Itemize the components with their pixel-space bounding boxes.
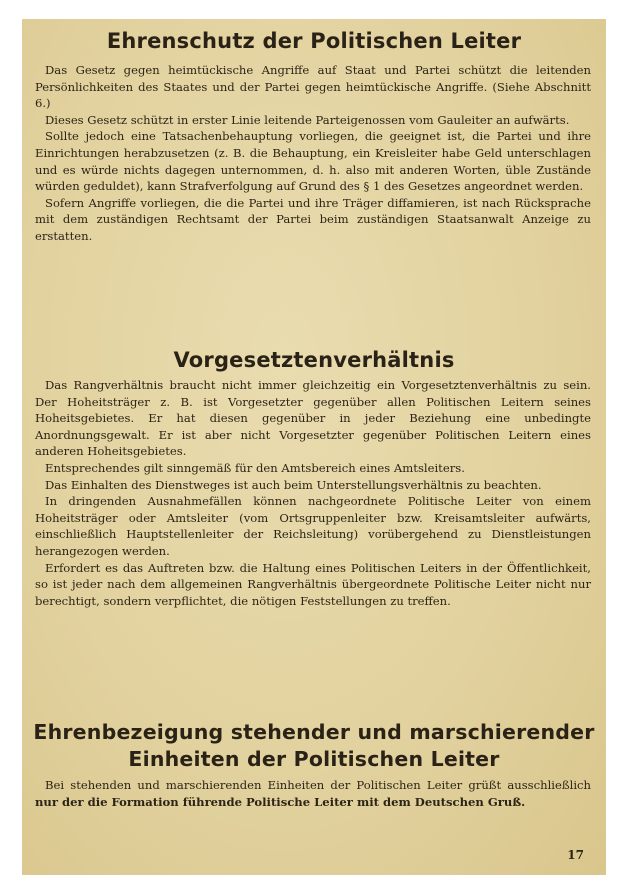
section-body-ehrenschutz [35, 62, 591, 245]
paragraph: Das Gesetz gegen heimtückische Angriffe auf Staat und Partei schützt die leitenden Persönlichkeiten des Staates und der Partei gegen heimtückische Angriffe. (Siehe Abschnitt 6.) [35, 63, 591, 111]
paragraph-bold-text: nur der die Formation führende Politische Leiter mit dem Deutschen Gruß. [35, 794, 526, 809]
page-number: 17 [567, 848, 584, 862]
paragraph-text: Bei stehenden und marschierenden Einheiten der Politischen Leiter grüßt ausschließlich [45, 778, 591, 792]
paragraph: Sofern Angriffe vorliegen, die die Partei und ihre Träger diffamieren, ist nach Rücksprache mit dem zuständigen Rechtsamt der Partei beim zuständigen Staatsanwalt Anzeige zu erstatten. [35, 195, 591, 243]
book-page [22, 19, 606, 875]
section-heading-vorgesetztenverhaeltnis: Vorgesetztenverhältnis [173, 348, 455, 372]
paragraph: Entsprechendes gilt sinngemäß für den Amtsbereich eines Amtsleiters. [45, 460, 465, 475]
paragraph: Dieses Gesetz schützt in erster Linie leitende Parteigenossen vom Gauleiter an aufwärts. [45, 112, 570, 127]
heading-line: Einheiten der Politischen Leiter [128, 747, 500, 771]
paragraph: Sollte jedoch eine Tatsachenbehauptung vorliegen, die geeignet ist, die Partei und ihre Einrichtungen herabzusetzen (z. B. die Behauptung, ein Kreisleiter habe Geld unterschlagen und es würde nichts dagegen unternommen, d. h. also mit anderen Worten, üble Zustände würden geduldet), kann Strafverfolgung auf Grund des § 1 des Gesetzes angeordnet werden. [35, 129, 591, 194]
heading-line: Ehrenbezeigung stehender und marschierender [33, 720, 595, 744]
paragraph: Erfordert es das Auftreten bzw. die Haltung eines Politischen Leiters in der Öffentlichkeit, so ist jeder nach dem allgemeinen Rangverhältnis übergeordnete Politische Leiter nicht nur berechtigt, sondern verpflichtet, die nötigen Feststellungen zu treffen. [35, 560, 591, 608]
section-body-vorgesetztenverhaeltnis [35, 377, 591, 609]
paragraph [35, 777, 591, 810]
paragraph: Das Rangverhältnis braucht nicht immer gleichzeitig ein Vorgesetztenverhältnis zu sein. Der Hoheitsträger z. B. ist Vorgesetzter gegenüber allen Politischen Leitern seines Hoheitsgebietes. Er hat diesen gegenüber in jeder Beziehung eine unbedingte Anordnungsgewalt. Er ist aber nicht Vorgesetzter gegenüber Politischen Leitern eines anderen Hoheitsgebietes. [35, 378, 591, 459]
paragraph: Das Einhalten des Dienstweges ist auch beim Unterstellungsverhältnis zu beachten. [45, 477, 542, 492]
section-heading-ehrenschutz: Ehrenschutz der Politischen Leiter [106, 29, 522, 53]
section-heading-ehrenbezeigung [22, 719, 606, 773]
section-body-ehrenbezeigung [35, 777, 591, 810]
paragraph: In dringenden Ausnahmefällen können nachgeordnete Politische Leiter von einem Hoheitsträger oder Amtsleiter (vom Ortsgruppenleiter bzw. Kreisamtsleiter aufwärts, einschließlich Hauptstellenleiter der Reichsleitung) vorübergehend zu Dienstleistungen herangezogen werden. [35, 494, 591, 558]
